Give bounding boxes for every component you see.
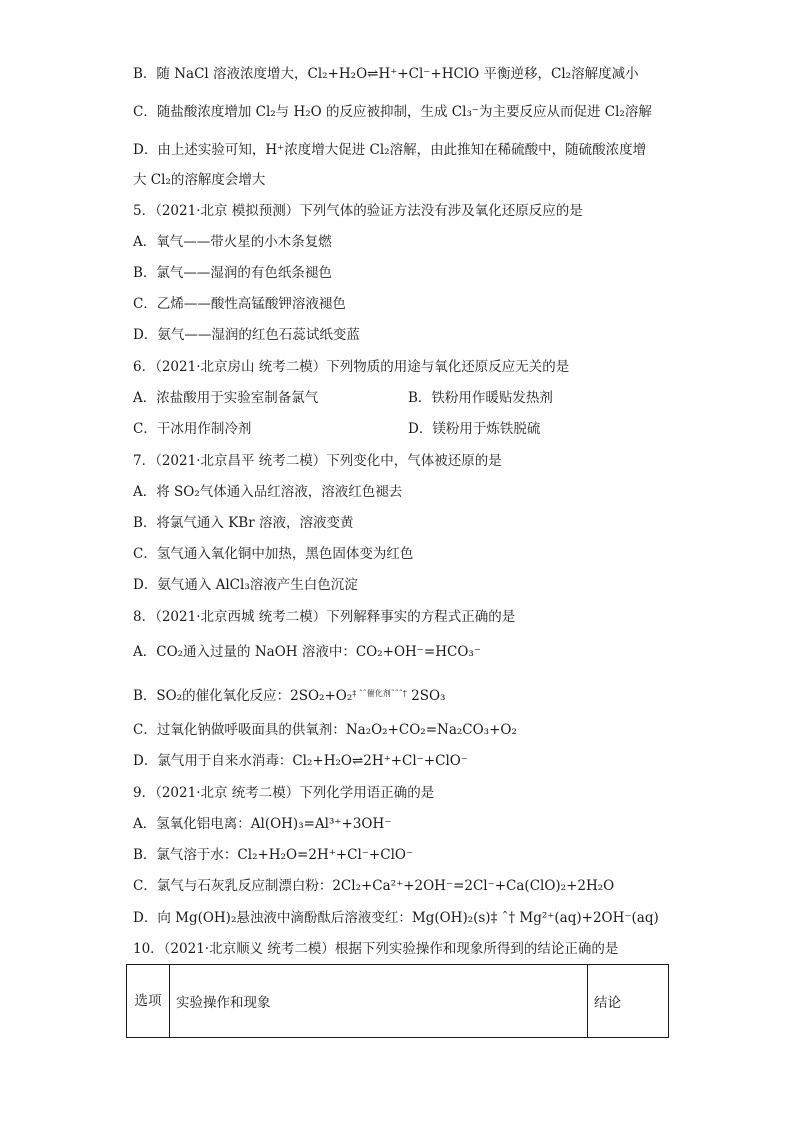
q8-option-b xyxy=(133,684,445,706)
q4-option-c: C．随盐酸浓度增加 Cl₂与 H₂O 的反应被抑制，生成 Cl₃⁻为主要反应从而促进 Cl₂溶解 xyxy=(133,104,652,120)
q5-option-a: A．氧气——带火星的小木条复燃 xyxy=(133,234,332,250)
q6-option-d: D．镁粉用于炼铁脱硫 xyxy=(408,421,541,437)
q6-option-a: A．浓盐酸用于实验室制备氯气 xyxy=(133,390,319,406)
q7-option-d: D．氨气通入 AlCl₃溶液产生白色沉淀 xyxy=(133,577,358,593)
q8-option-b-suffix: 2SO₃ xyxy=(406,688,446,704)
q10-stem: 10．（2021·北京顺义 统考二模）根据下列实验操作和现象所得到的结论正确的是 xyxy=(133,941,619,957)
q4-option-d-line2: 大 Cl₂的溶解度会增大 xyxy=(133,172,266,188)
q6-option-c: C．干冰用作制冷剂 xyxy=(133,421,252,437)
q5-option-d: D．氨气——湿润的红色石蕊试纸变蓝 xyxy=(133,327,360,343)
q7-option-b: B．将氯气通入 KBr 溶液，溶液变黄 xyxy=(133,515,354,531)
q9-stem: 9．（2021·北京 统考二模）下列化学用语正确的是 xyxy=(133,785,435,801)
q9-option-d: D．向 Mg(OH)₂悬浊液中滴酚酞后溶液变红：Mg(OH)₂(s)‡ ˆ† Mg²⁺(aq)+2OH⁻(aq) xyxy=(133,910,659,926)
q5-stem: 5．（2021·北京 模拟预测）下列气体的验证方法没有涉及氧化还原反应的是 xyxy=(133,203,583,219)
table-header-conclusion: 结论 xyxy=(588,965,669,1038)
q9-option-b: B．氯气溶于水：Cl₂+H₂O=2H⁺+Cl⁻+ClO⁻ xyxy=(133,847,414,863)
q8-option-b-arrow: ‡ ˆ˜催化剂˜˜ˆ† xyxy=(352,689,407,698)
table-header-option: 选项 xyxy=(127,965,170,1038)
q10-table xyxy=(126,964,669,1038)
q5-option-b: B．氯气——湿润的有色纸条褪色 xyxy=(133,265,332,281)
q7-option-a: A．将 SO₂气体通入品红溶液，溶液红色褪去 xyxy=(133,484,403,500)
q6-stem: 6．（2021·北京房山 统考二模）下列物质的用途与氧化还原反应无关的是 xyxy=(133,359,570,375)
q8-stem: 8．（2021·北京西城 统考二模）下列解释事实的方程式正确的是 xyxy=(133,609,516,625)
q7-option-c: C．氢气通入氧化铜中加热，黑色固体变为红色 xyxy=(133,546,414,562)
q8-option-c: C．过氧化钠做呼吸面具的供氧剂：Na₂O₂+CO₂=Na₂CO₃+O₂ xyxy=(133,722,517,738)
q8-option-b-prefix: B．SO₂的催化氧化反应：2SO₂+O₂ xyxy=(133,688,353,704)
q5-option-c: C．乙烯——酸性高锰酸钾溶液褪色 xyxy=(133,296,346,312)
q4-option-b: B．随 NaCl 溶液浓度增大，Cl₂+H₂O⇌H⁺+Cl⁻+HClO 平衡逆移，Cl₂溶解度减小 xyxy=(133,66,639,82)
q6-option-b: B．铁粉用作暖贴发热剂 xyxy=(408,390,553,406)
q4-option-d-line1: D．由上述实验可知，H⁺浓度增大促进 Cl₂溶解，由此推知在稀硫酸中，随硫酸浓度增 xyxy=(133,142,647,158)
q7-stem: 7．（2021·北京昌平 统考二模）下列变化中，气体被还原的是 xyxy=(133,453,502,469)
table-header-operation: 实验操作和现象 xyxy=(170,965,588,1038)
q9-option-c: C．氯气与石灰乳反应制漂白粉：2Cl₂+Ca²⁺+2OH⁻=2Cl⁻+Ca(ClO)₂+2H₂O xyxy=(133,878,615,894)
q8-option-d: D．氯气用于自来水消毒：Cl₂+H₂O⇌2H⁺+Cl⁻+ClO⁻ xyxy=(133,753,468,769)
q9-option-a: A．氢氧化铝电离：Al(OH)₃=Al³⁺+3OH⁻ xyxy=(133,816,392,832)
q8-option-a: A．CO₂通入过量的 NaOH 溶液中：CO₂+OH⁻=HCO₃⁻ xyxy=(133,644,481,660)
table-header-row xyxy=(127,965,669,1038)
